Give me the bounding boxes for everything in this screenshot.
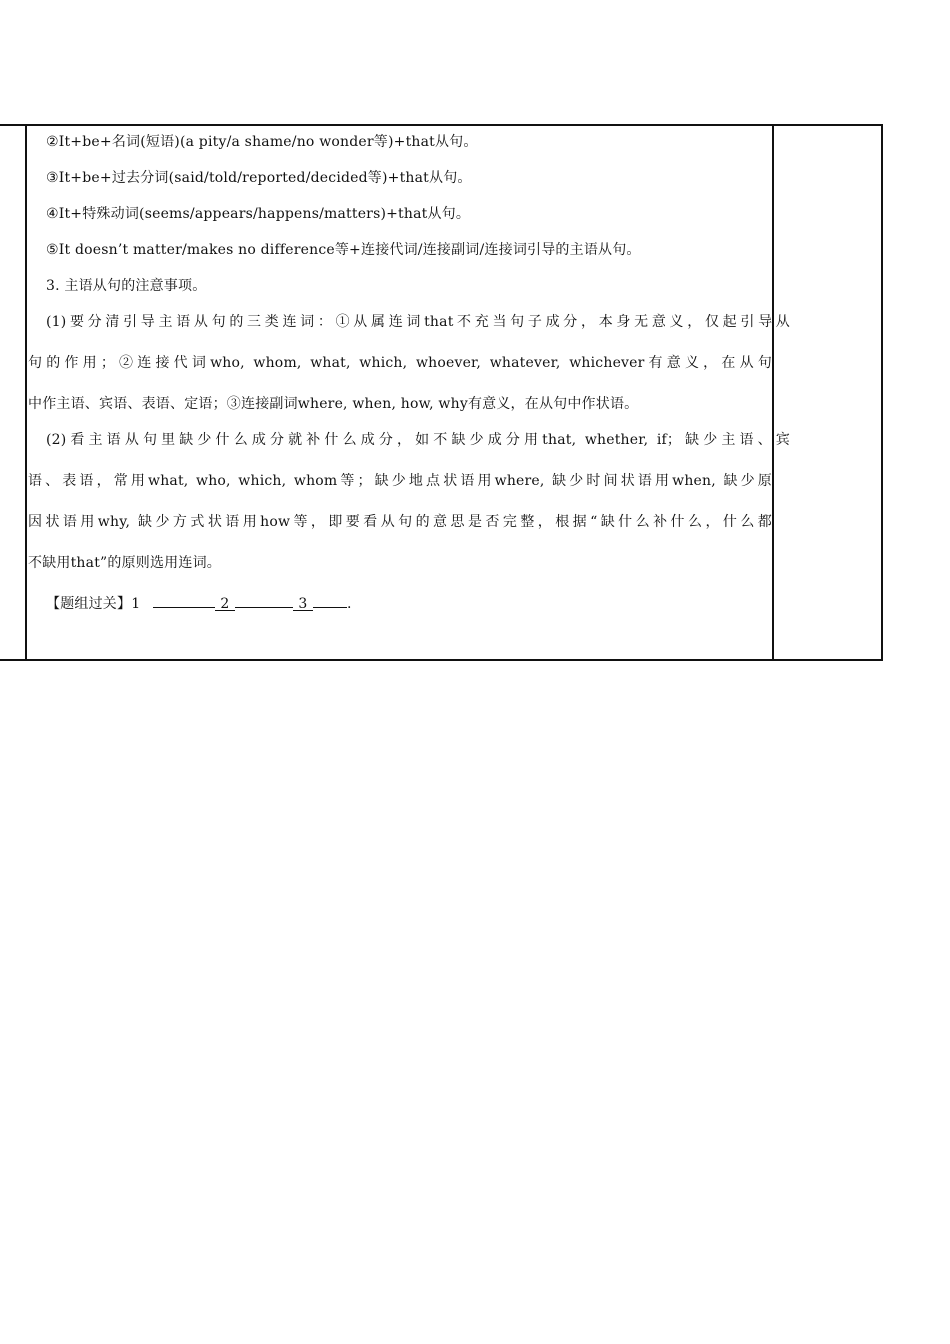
note-2-line-4: 不缺用that”的原则选用连词。 <box>28 555 221 571</box>
quiz-blank-1 <box>153 591 215 608</box>
rule-line-4: ④It+特殊动词(seems/appears/happens/matters)+that从句。 <box>46 206 471 222</box>
note-1-line-2: 句的作用；②连接代词who, whom, what, which, whoever, whatever, whichever有意义，在从句 <box>28 355 772 371</box>
quiz-line <box>28 591 790 614</box>
note-1-line-3: 中作主语、宾语、表语、定语；③连接副词where, when, how, why有意义，在从句中作状语。 <box>28 396 639 412</box>
section-heading: 3. 主语从句的注意事项。 <box>46 278 207 294</box>
quiz-end-period: . <box>346 596 352 612</box>
content-table <box>0 124 883 661</box>
quiz-number-3: 3 <box>293 594 313 611</box>
rule-line-2: ②It+be+名词(短语)(a pity/a shame/no wonder等)+that从句。 <box>46 134 478 150</box>
quiz-number-2: 2 <box>215 594 235 611</box>
note-2-line-1: (2)看主语从句里缺少什么成分就补什么成分，如不缺少成分用that, whether, if；缺少主语、宾 <box>46 432 790 448</box>
rule-line-3: ③It+be+过去分词(said/told/reported/decided等)+that从句。 <box>46 170 472 186</box>
note-2-line-3: 因状语用why, 缺少方式状语用how等，即要看从句的意思是否完整，根据“缺什么补什么，什么都 <box>28 514 772 530</box>
rule-line-5: ⑤It doesn’t matter/makes no difference等+连接代词/连接副词/连接词引导的主语从句。 <box>46 242 641 258</box>
note-1-line-1: (1)要分清引导主语从句的三类连词：①从属连词that不充当句子成分，本身无意义，仅起引导从 <box>46 314 790 330</box>
note-2-line-2: 语、表语，常用what, who, which, whom等；缺少地点状语用where, 缺少时间状语用when, 缺少原 <box>28 473 772 489</box>
table-left-border <box>25 126 27 659</box>
quiz-blank-3 <box>313 591 347 608</box>
quiz-label: 【题组过关】1 <box>46 596 141 612</box>
quiz-blank-2 <box>235 591 293 608</box>
